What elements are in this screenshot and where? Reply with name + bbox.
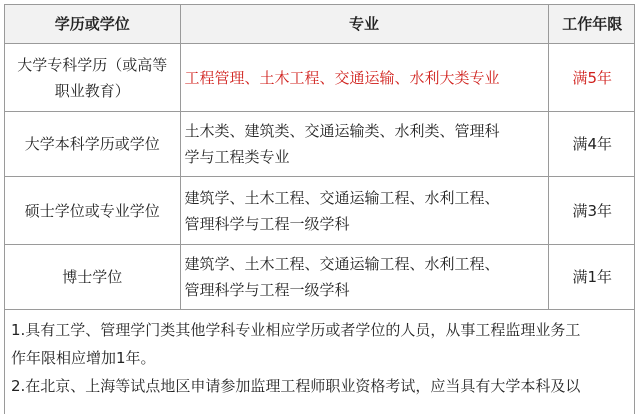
table-row <box>5 177 635 245</box>
major-line: 建筑学、土木工程、交通运输工程、水利工程、 <box>184 255 500 273</box>
education-line: 博士学位 <box>62 268 123 286</box>
education-cell <box>5 44 180 112</box>
requirements-table <box>5 5 635 310</box>
header-years: 工作年限 <box>548 5 635 44</box>
major-cell <box>180 112 548 177</box>
major-cell <box>180 44 548 112</box>
education-cell <box>5 112 180 177</box>
years-cell: 满4年 <box>548 112 635 177</box>
years-cell: 满3年 <box>548 177 635 245</box>
requirements-panel <box>4 4 635 414</box>
education-line: 大学专科学历（或高等 <box>17 55 168 74</box>
table-row <box>5 245 635 310</box>
education-cell <box>5 177 180 245</box>
years-cell: 满1年 <box>548 245 635 310</box>
education-cell <box>5 245 180 310</box>
note-line: 2.在北京、上海等试点地区申请参加监理工程师职业资格考试，应当具有大学本科及以 <box>11 377 581 395</box>
header-major: 专业 <box>180 5 548 44</box>
major-line: 工程管理、土木工程、交通运输、水利大类专业 <box>184 68 500 87</box>
note-line: 1.具有工学、管理学门类其他学科专业相应学历或者学位的人员，从事工程监理业务工 <box>11 321 581 339</box>
note-line: 作年限相应增加1年。 <box>11 349 156 367</box>
notes-section <box>5 310 634 400</box>
education-line: 大学本科学历或学位 <box>24 135 160 153</box>
major-line: 建筑学、土木工程、交通运输工程、水利工程、 <box>184 188 500 207</box>
education-line: 职业教育） <box>54 81 130 100</box>
major-line: 土木类、建筑类、交通运输类、水利类、管理科 <box>184 122 500 140</box>
header-education: 学历或学位 <box>5 5 180 44</box>
major-line: 管理科学与工程一级学科 <box>184 214 350 233</box>
education-line: 硕士学位或专业学位 <box>24 201 160 220</box>
table-header-row <box>5 5 635 44</box>
years-cell: 满5年 <box>548 44 635 112</box>
table-row <box>5 44 635 112</box>
major-line: 管理科学与工程一级学科 <box>184 281 350 299</box>
major-cell <box>180 177 548 245</box>
major-line: 学与工程类专业 <box>184 148 290 166</box>
table-row <box>5 112 635 177</box>
major-cell <box>180 245 548 310</box>
